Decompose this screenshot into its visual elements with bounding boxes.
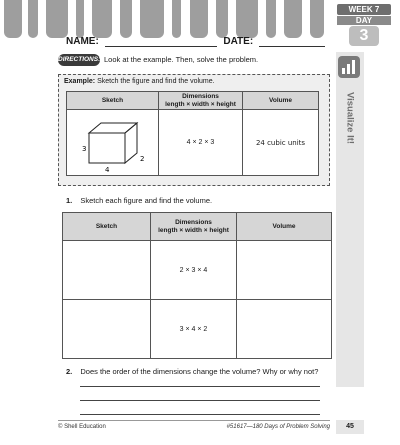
q1-row2-volume-cell[interactable]: [237, 300, 332, 359]
question-1-table: [62, 212, 332, 359]
q1-row1-sketch-cell[interactable]: [63, 241, 151, 300]
example-title: [64, 78, 215, 85]
example-prefix: Example:: [64, 78, 96, 85]
question-1: [66, 196, 212, 205]
sketch-width-label: 2: [140, 154, 145, 163]
example-header-sketch: Sketch: [67, 92, 159, 110]
q1-header-sketch: Sketch: [63, 213, 151, 241]
example-volume-cell: 24 cubic units: [243, 110, 319, 176]
answer-line[interactable]: [80, 386, 320, 387]
question-1-text: Sketch each figure and find the volume.: [80, 196, 213, 205]
example-sketch-cell: [67, 110, 159, 176]
example-table: [66, 91, 319, 176]
side-label: Visualize It!: [344, 91, 356, 145]
q1-header-dimensions-line2: length × width × height: [158, 226, 229, 234]
q1-header-dimensions-line1: Dimensions: [175, 218, 212, 226]
badge-day-number: 3: [349, 26, 379, 46]
example-header-dimensions-line2: length × width × height: [165, 100, 236, 108]
date-field[interactable]: [259, 46, 325, 47]
name-field[interactable]: [105, 46, 217, 47]
q1-header-volume: Volume: [237, 213, 332, 241]
table-row: [63, 241, 332, 300]
example-instruction: Sketch the figure and find the volume.: [97, 78, 215, 85]
question-2-number: 2.: [66, 367, 73, 376]
q1-row2-dimensions: 3 × 4 × 2: [151, 300, 237, 359]
week-day-badge: [331, 2, 395, 50]
example-dimensions-cell: 4 × 2 × 3: [159, 110, 243, 176]
answer-line[interactable]: [80, 414, 320, 415]
page-footer: [0, 418, 400, 445]
q1-row2-sketch-cell[interactable]: [63, 300, 151, 359]
question-2-text: Does the order of the dimensions change the volume? Why or why not?: [80, 367, 319, 376]
example-header-dimensions-line1: Dimensions: [182, 92, 219, 100]
question-1-number: 1.: [66, 196, 73, 205]
directions-text: Look at the example. Then, solve the problem.: [104, 55, 259, 64]
answer-line[interactable]: [80, 400, 320, 401]
bar-chart-icon: [338, 56, 360, 78]
q1-row1-dimensions: 2 × 3 × 4: [151, 241, 237, 300]
q1-header-dimensions: [151, 213, 237, 241]
badge-day-label: DAY: [337, 16, 391, 25]
footer-rule: [58, 420, 330, 421]
sketch-height-label: 3: [82, 144, 87, 153]
rectangular-prism-sketch: [67, 111, 157, 175]
date-label: DATE:: [223, 36, 254, 47]
sketch-length-label: 4: [105, 165, 110, 174]
name-date-line: [66, 36, 325, 47]
example-header-volume: Volume: [243, 92, 319, 110]
table-row: [63, 300, 332, 359]
directions-label: DIRECTIONS:: [58, 54, 100, 66]
name-label: NAME:: [66, 36, 99, 47]
page-number: 45: [336, 420, 364, 434]
footer-copyright: © Shell Education: [58, 424, 106, 430]
example-header-dimensions: [159, 92, 243, 110]
footer-book-title: #51617—180 Days of Problem Solving: [226, 424, 330, 430]
question-2: [66, 367, 318, 376]
q1-row1-volume-cell[interactable]: [237, 241, 332, 300]
badge-week: WEEK 7: [337, 4, 391, 15]
